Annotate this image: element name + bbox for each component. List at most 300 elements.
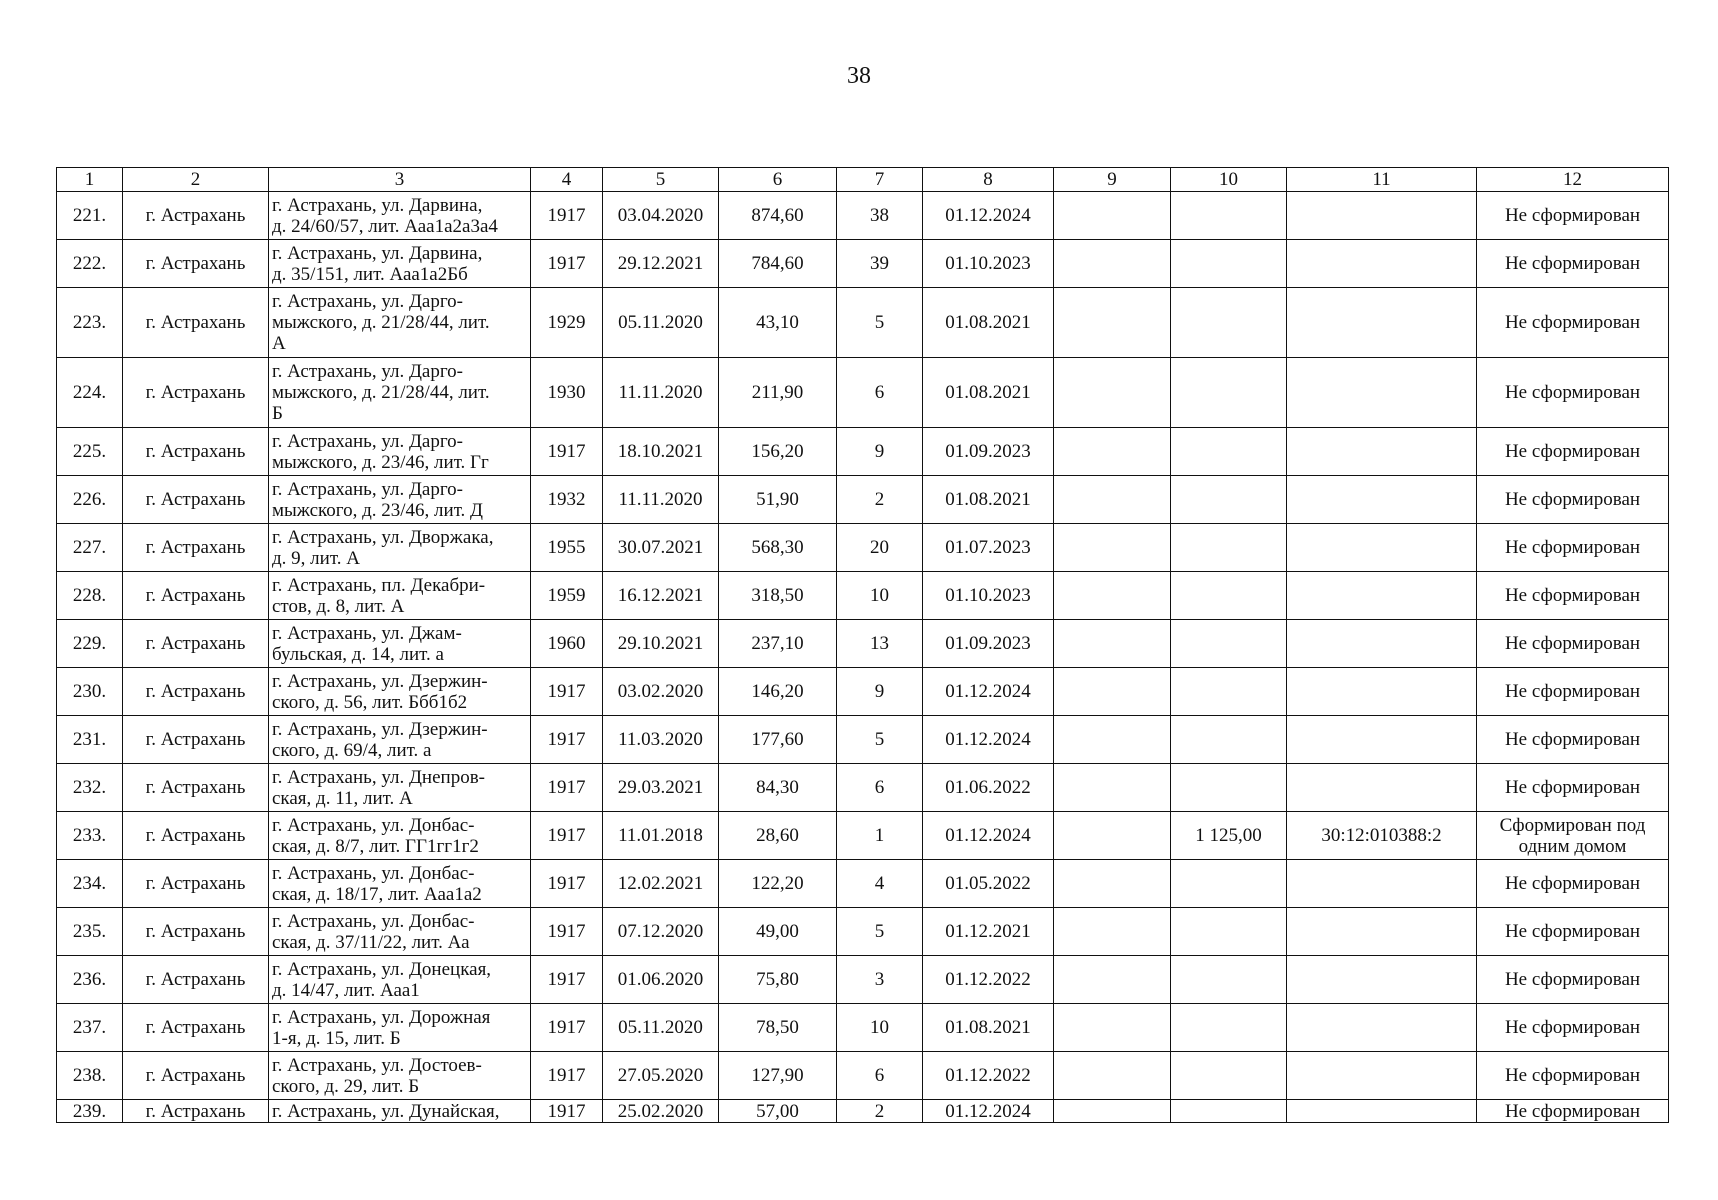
deadline-cell: 01.06.2022 [923,764,1054,812]
row-number: 223. [57,288,123,358]
status-cell: Сформирован под одним домом [1477,812,1669,860]
address-line: мыжского, д. 21/28/44, лит. [272,312,490,333]
table-row [57,956,1669,1004]
col11-cell [1287,716,1477,764]
residents-cell: 3 [837,956,923,1004]
row-number: 225. [57,428,123,476]
table-row [57,620,1669,668]
address-line: мыжского, д. 23/46, лит. Д [272,499,484,521]
col10-cell [1171,428,1287,476]
address-line: г. Астрахань, ул. Дарго- [272,291,464,312]
col9-cell [1054,572,1171,620]
year-cell: 1917 [531,716,603,764]
col9-cell [1054,716,1171,764]
date-cell: 29.10.2021 [603,620,719,668]
table-row [57,860,1669,908]
date-cell: 01.06.2020 [603,956,719,1004]
deadline-cell: 01.10.2023 [923,240,1054,288]
residents-cell: 2 [837,476,923,524]
residents-cell: 6 [837,764,923,812]
residents-cell: 38 [837,192,923,240]
city-cell: г. Астрахань [123,240,269,288]
col11-cell [1287,1052,1477,1100]
table-row [57,358,1669,428]
area-cell: 78,50 [719,1004,837,1052]
column-header-9: 9 [1054,168,1171,192]
city-cell: г. Астрахань [123,956,269,1004]
status-cell: Не сформирован [1477,476,1669,524]
address-line: г. Астрахань, ул. Дарвина, [272,242,483,264]
table-row [57,572,1669,620]
col9-cell [1054,1100,1171,1123]
status-cell: Не сформирован [1477,358,1669,428]
col9-cell [1054,908,1171,956]
table-row [57,1052,1669,1100]
row-number: 224. [57,358,123,428]
col10-cell [1171,288,1287,358]
table-row [57,668,1669,716]
address-cell [269,240,531,288]
address-line: г. Астрахань, ул. Дарвина, [272,194,483,216]
address-cell [269,860,531,908]
col10-cell [1171,192,1287,240]
col9-cell [1054,764,1171,812]
col9-cell [1054,620,1171,668]
date-cell: 03.04.2020 [603,192,719,240]
date-cell: 07.12.2020 [603,908,719,956]
city-cell: г. Астрахань [123,860,269,908]
row-number: 231. [57,716,123,764]
col9-cell [1054,358,1171,428]
date-cell: 05.11.2020 [603,288,719,358]
address-line: г. Астрахань, ул. Дорожная [272,1006,491,1028]
residents-cell: 39 [837,240,923,288]
deadline-cell: 01.12.2022 [923,1052,1054,1100]
col10-cell [1171,476,1287,524]
residents-cell: 5 [837,716,923,764]
address-line: г. Астрахань, ул. Дунайская, [272,1100,500,1122]
address-cell [269,572,531,620]
year-cell: 1917 [531,1100,603,1123]
area-cell: 49,00 [719,908,837,956]
status-cell: Не сформирован [1477,572,1669,620]
address-cell [269,1004,531,1052]
status-cell: Не сформирован [1477,524,1669,572]
column-header-8: 8 [923,168,1054,192]
address-line: г. Астрахань, ул. Джам- [272,622,462,644]
col11-cell [1287,358,1477,428]
date-cell: 05.11.2020 [603,1004,719,1052]
column-header-11: 11 [1287,168,1477,192]
table-row [57,716,1669,764]
address-line: г. Астрахань, ул. Донбас- [272,862,475,884]
deadline-cell: 01.12.2024 [923,1100,1054,1123]
deadline-cell: 01.12.2024 [923,668,1054,716]
area-cell: 28,60 [719,812,837,860]
table-body [57,192,1669,1123]
year-cell: 1917 [531,908,603,956]
area-cell: 156,20 [719,428,837,476]
city-cell: г. Астрахань [123,668,269,716]
city-cell: г. Астрахань [123,764,269,812]
year-cell: 1959 [531,572,603,620]
address-line: мыжского, д. 23/46, лит. Гг [272,451,489,473]
deadline-cell: 01.08.2021 [923,476,1054,524]
address-line: ского, д. 29, лит. Б [272,1075,420,1097]
area-cell: 84,30 [719,764,837,812]
address-line: ская, д. 18/17, лит. Ааа1а2 [272,883,482,905]
col11-cell [1287,860,1477,908]
address-line: Б [272,403,283,424]
col11-cell: 30:12:010388:2 [1287,812,1477,860]
residents-cell: 6 [837,358,923,428]
deadline-cell: 01.07.2023 [923,524,1054,572]
col10-cell [1171,1052,1287,1100]
deadline-cell: 01.05.2022 [923,860,1054,908]
col10-cell [1171,240,1287,288]
col10-cell [1171,358,1287,428]
date-cell: 11.11.2020 [603,476,719,524]
col11-cell [1287,1004,1477,1052]
address-cell [269,716,531,764]
address-line: г. Астрахань, ул. Днепров- [272,766,485,788]
year-cell: 1955 [531,524,603,572]
city-cell: г. Астрахань [123,620,269,668]
address-line: д. 24/60/57, лит. Ааа1а2а3а4 [272,215,498,237]
row-number: 226. [57,476,123,524]
address-line: А [272,333,286,354]
col9-cell [1054,428,1171,476]
table-row [57,428,1669,476]
city-cell: г. Астрахань [123,358,269,428]
deadline-cell: 01.08.2021 [923,358,1054,428]
status-cell: Не сформирован [1477,288,1669,358]
residents-cell: 4 [837,860,923,908]
residents-cell: 5 [837,288,923,358]
row-number: 222. [57,240,123,288]
area-cell: 874,60 [719,192,837,240]
header-row [57,168,1669,192]
year-cell: 1917 [531,764,603,812]
col10-cell [1171,860,1287,908]
row-number: 221. [57,192,123,240]
area-cell: 122,20 [719,860,837,908]
col9-cell [1054,1052,1171,1100]
date-cell: 30.07.2021 [603,524,719,572]
column-header-5: 5 [603,168,719,192]
table-row [57,476,1669,524]
deadline-cell: 01.08.2021 [923,1004,1054,1052]
row-number: 238. [57,1052,123,1100]
date-cell: 29.12.2021 [603,240,719,288]
address-line: ская, д. 37/11/22, лит. Аа [272,931,470,953]
address-line: г. Астрахань, ул. Донбас- [272,910,475,932]
address-cell [269,524,531,572]
table-row [57,240,1669,288]
address-line: г. Астрахань, ул. Достоев- [272,1054,482,1076]
residents-cell: 20 [837,524,923,572]
deadline-cell: 01.12.2022 [923,956,1054,1004]
table-row [57,1100,1669,1123]
status-cell: Не сформирован [1477,764,1669,812]
address-cell [269,764,531,812]
col11-cell [1287,476,1477,524]
city-cell: г. Астрахань [123,1004,269,1052]
col9-cell [1054,476,1171,524]
col11-cell [1287,288,1477,358]
row-number: 236. [57,956,123,1004]
area-cell: 784,60 [719,240,837,288]
page-number: 38 [847,63,871,89]
address-line: г. Астрахань, ул. Дзержин- [272,718,488,740]
deadline-cell: 01.12.2024 [923,812,1054,860]
col9-cell [1054,288,1171,358]
col10-cell [1171,764,1287,812]
col9-cell [1054,956,1171,1004]
address-line: г. Астрахань, ул. Дарго- [272,361,464,382]
row-number: 227. [57,524,123,572]
area-cell: 237,10 [719,620,837,668]
residents-cell: 1 [837,812,923,860]
column-header-12: 12 [1477,168,1669,192]
column-header-1: 1 [57,168,123,192]
city-cell: г. Астрахань [123,716,269,764]
table-row [57,192,1669,240]
col11-cell [1287,428,1477,476]
status-cell: Не сформирован [1477,668,1669,716]
area-cell: 318,50 [719,572,837,620]
status-cell: Не сформирован [1477,428,1669,476]
row-number: 233. [57,812,123,860]
status-cell: Не сформирован [1477,1052,1669,1100]
row-number: 228. [57,572,123,620]
row-number: 234. [57,860,123,908]
col9-cell [1054,240,1171,288]
status-cell: Не сформирован [1477,620,1669,668]
year-cell: 1917 [531,192,603,240]
year-cell: 1917 [531,240,603,288]
col10-cell [1171,908,1287,956]
status-cell: Не сформирован [1477,860,1669,908]
area-cell: 51,90 [719,476,837,524]
date-cell: 03.02.2020 [603,668,719,716]
address-cell [269,428,531,476]
col10-cell [1171,1100,1287,1123]
address-cell [269,668,531,716]
city-cell: г. Астрахань [123,288,269,358]
residents-cell: 10 [837,572,923,620]
status-cell: Не сформирован [1477,1100,1669,1123]
col11-cell [1287,764,1477,812]
residents-cell: 13 [837,620,923,668]
deadline-cell: 01.12.2024 [923,192,1054,240]
col9-cell [1054,1004,1171,1052]
address-line: г. Астрахань, пл. Декабри- [272,574,486,596]
status-cell: Не сформирован [1477,240,1669,288]
area-cell: 177,60 [719,716,837,764]
address-cell [269,476,531,524]
status-cell: Не сформирован [1477,716,1669,764]
table-row [57,908,1669,956]
residents-cell: 9 [837,428,923,476]
address-cell [269,812,531,860]
row-number: 237. [57,1004,123,1052]
col11-cell [1287,620,1477,668]
city-cell: г. Астрахань [123,812,269,860]
column-header-7: 7 [837,168,923,192]
row-number: 232. [57,764,123,812]
residents-cell: 6 [837,1052,923,1100]
table-row [57,764,1669,812]
date-cell: 11.11.2020 [603,358,719,428]
address-line: д. 35/151, лит. Ааа1а2Бб [272,263,468,285]
address-cell [269,192,531,240]
year-cell: 1960 [531,620,603,668]
deadline-cell: 01.09.2023 [923,620,1054,668]
col11-cell [1287,1100,1477,1123]
col10-cell [1171,668,1287,716]
year-cell: 1917 [531,812,603,860]
deadline-cell: 01.12.2024 [923,716,1054,764]
city-cell: г. Астрахань [123,572,269,620]
col11-cell [1287,572,1477,620]
col10-cell [1171,716,1287,764]
row-number: 229. [57,620,123,668]
city-cell: г. Астрахань [123,908,269,956]
status-cell: Не сформирован [1477,192,1669,240]
area-cell: 57,00 [719,1100,837,1123]
address-cell [269,1100,531,1123]
address-line: 1-я, д. 15, лит. Б [272,1027,401,1049]
area-cell: 211,90 [719,358,837,428]
address-line: мыжского, д. 21/28/44, лит. [272,382,490,403]
address-cell [269,908,531,956]
column-header-6: 6 [719,168,837,192]
date-cell: 11.01.2018 [603,812,719,860]
year-cell: 1930 [531,358,603,428]
date-cell: 25.02.2020 [603,1100,719,1123]
area-cell: 568,30 [719,524,837,572]
year-cell: 1929 [531,288,603,358]
col11-cell [1287,956,1477,1004]
status-cell: Не сформирован [1477,1004,1669,1052]
address-line: д. 9, лит. А [272,547,360,569]
col11-cell [1287,240,1477,288]
address-line: г. Астрахань, ул. Дзержин- [272,670,488,692]
city-cell: г. Астрахань [123,428,269,476]
year-cell: 1917 [531,1052,603,1100]
address-line: г. Астрахань, ул. Дарго- [272,478,464,500]
col11-cell [1287,524,1477,572]
city-cell: г. Астрахань [123,192,269,240]
area-cell: 146,20 [719,668,837,716]
col10-cell [1171,572,1287,620]
year-cell: 1917 [531,956,603,1004]
status-cell: Не сформирован [1477,956,1669,1004]
col10-cell [1171,956,1287,1004]
col9-cell [1054,524,1171,572]
col9-cell [1054,668,1171,716]
date-cell: 29.03.2021 [603,764,719,812]
deadline-cell: 01.08.2021 [923,288,1054,358]
housing-registry-table [56,167,1669,1123]
column-header-4: 4 [531,168,603,192]
residents-cell: 5 [837,908,923,956]
address-cell [269,288,531,358]
residents-cell: 2 [837,1100,923,1123]
row-number: 235. [57,908,123,956]
table-row [57,524,1669,572]
residents-cell: 9 [837,668,923,716]
city-cell: г. Астрахань [123,524,269,572]
date-cell: 16.12.2021 [603,572,719,620]
address-line: ского, д. 69/4, лит. а [272,739,432,761]
area-cell: 127,90 [719,1052,837,1100]
address-cell [269,358,531,428]
column-header-10: 10 [1171,168,1287,192]
address-line: стов, д. 8, лит. А [272,595,405,617]
table-row [57,812,1669,860]
year-cell: 1917 [531,860,603,908]
year-cell: 1932 [531,476,603,524]
col9-cell [1054,860,1171,908]
col10-cell [1171,620,1287,668]
address-line: ская, д. 11, лит. А [272,787,413,809]
address-line: г. Астрахань, ул. Дворжака, [272,526,494,548]
col10-cell [1171,1004,1287,1052]
address-line: г. Астрахань, ул. Донбас- [272,814,475,836]
deadline-cell: 01.12.2021 [923,908,1054,956]
date-cell: 12.02.2021 [603,860,719,908]
col10-cell: 1 125,00 [1171,812,1287,860]
city-cell: г. Астрахань [123,1100,269,1123]
col10-cell [1171,524,1287,572]
year-cell: 1917 [531,428,603,476]
column-header-2: 2 [123,168,269,192]
col9-cell [1054,812,1171,860]
city-cell: г. Астрахань [123,1052,269,1100]
status-cell: Не сформирован [1477,908,1669,956]
area-cell: 75,80 [719,956,837,1004]
date-cell: 11.03.2020 [603,716,719,764]
col9-cell [1054,192,1171,240]
col11-cell [1287,908,1477,956]
deadline-cell: 01.10.2023 [923,572,1054,620]
address-line: ского, д. 56, лит. Ббб1б2 [272,691,468,713]
col11-cell [1287,668,1477,716]
area-cell: 43,10 [719,288,837,358]
city-cell: г. Астрахань [123,476,269,524]
address-cell [269,620,531,668]
column-header-3: 3 [269,168,531,192]
residents-cell: 10 [837,1004,923,1052]
table-header [57,168,1669,192]
address-line: бульская, д. 14, лит. а [272,643,444,665]
row-number: 230. [57,668,123,716]
date-cell: 27.05.2020 [603,1052,719,1100]
address-line: ская, д. 8/7, лит. ГГ1гг1г2 [272,835,479,857]
year-cell: 1917 [531,668,603,716]
address-cell [269,1052,531,1100]
address-cell [269,956,531,1004]
address-line: г. Астрахань, ул. Донецкая, [272,958,492,980]
table-row [57,288,1669,358]
row-number: 239. [57,1100,123,1123]
deadline-cell: 01.09.2023 [923,428,1054,476]
col11-cell [1287,192,1477,240]
address-line: д. 14/47, лит. Ааа1 [272,979,420,1001]
table-row [57,1004,1669,1052]
